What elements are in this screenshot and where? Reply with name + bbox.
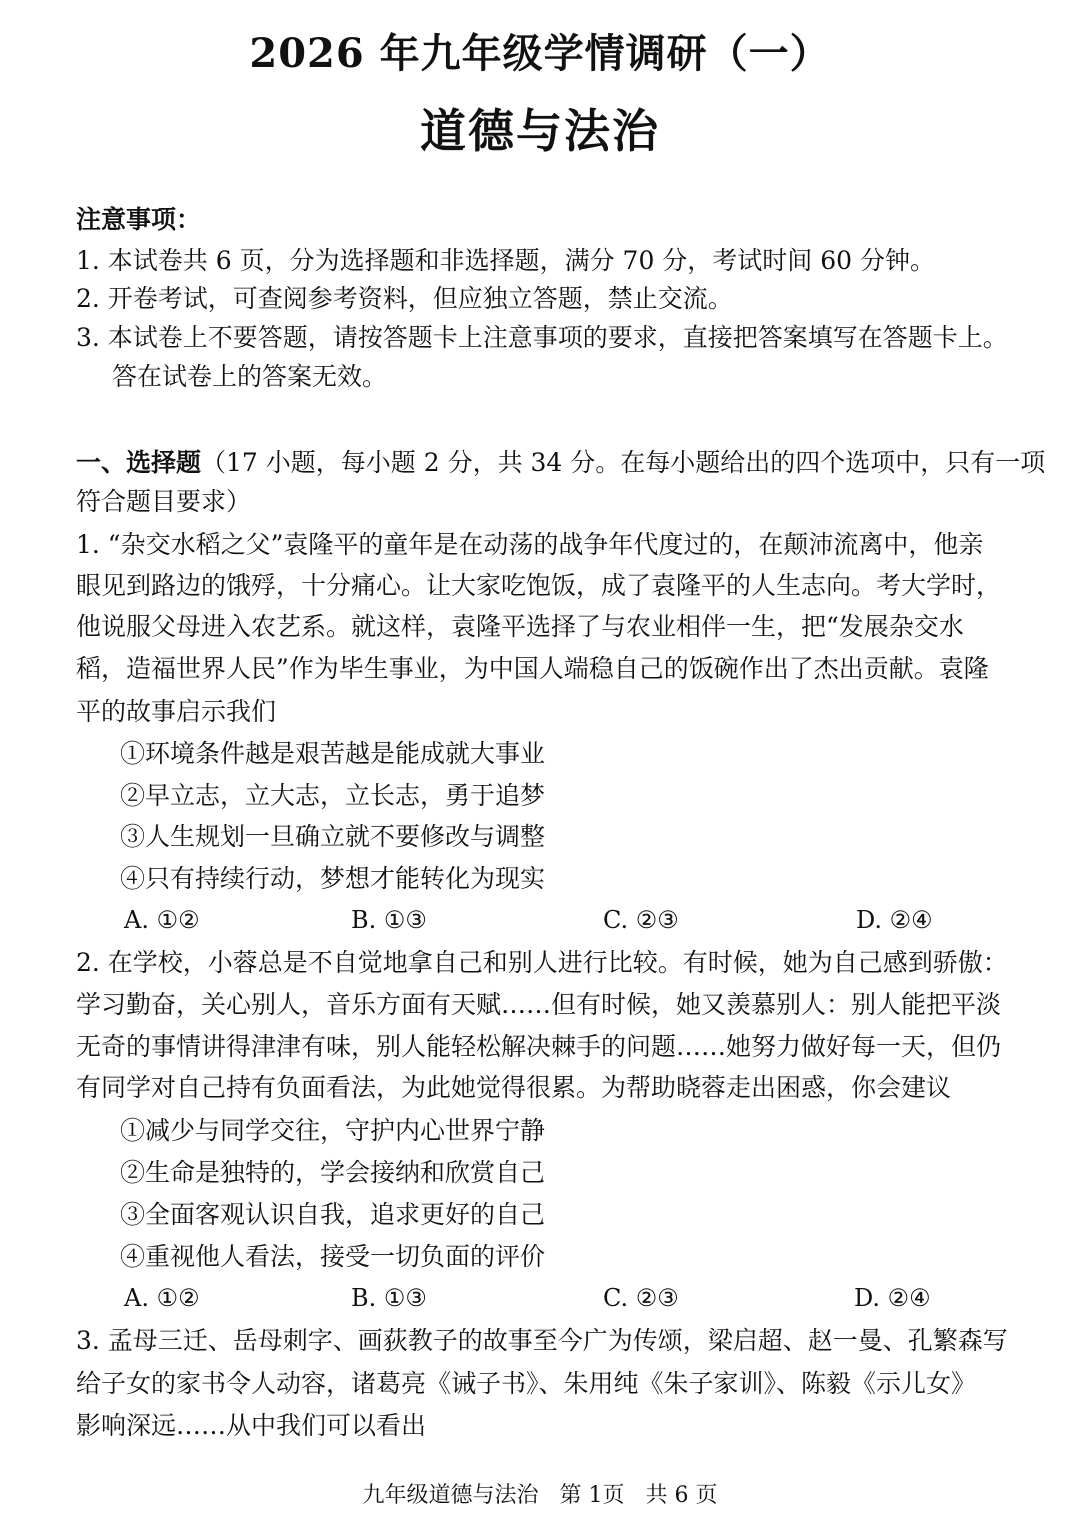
question-3-stem-line: 3. 孟母三迁、岳母刺字、画荻教子的故事至今广为传颂，梁启超、赵一曼、孔繁森写 [76, 1326, 1008, 1355]
question-2-item-1: ①减少与同学交往，守护内心世界宁静 [120, 1116, 546, 1145]
subject-title: 道德与法治 [420, 104, 660, 158]
page-footer: 九年级道德与法治 第 1页 共 6 页 [362, 1483, 718, 1508]
notice-line-2: 2. 开卷考试，可查阅参考资料，但应独立答题，禁止交流。 [76, 284, 733, 313]
question-2-stem-line: 无奇的事情讲得津津有味，别人能轻松解决棘手的问题……她努力做好每一天，但仍 [76, 1032, 1002, 1061]
question-1-item-1: ①环境条件越是艰苦越是能成就大事业 [120, 739, 546, 768]
question-2-stem-line: 有同学对自己持有负面看法，为此她觉得很累。为帮助晓蓉走出困惑，你会建议 [76, 1073, 952, 1102]
option-c[interactable]: C. ②③ [603, 1284, 679, 1312]
option-a[interactable]: A. ①② [124, 906, 200, 934]
question-1-stem-line: 1. “杂交水稻之父”袁隆平的童年是在动荡的战争年代度过的，在颠沛流离中，他亲 [76, 530, 984, 559]
question-2-stem-line: 学习勤奋，关心别人，音乐方面有天赋……但有时候，她又羡慕别人：别人能把平淡 [76, 990, 1002, 1019]
question-1-stem-line: 平的故事启示我们 [76, 697, 277, 726]
question-1-item-2: ②早立志，立大志，立长志，勇于追梦 [120, 781, 546, 810]
option-a[interactable]: A. ①② [124, 1284, 200, 1312]
notice-line-4: 答在试卷上的答案无效。 [112, 362, 388, 391]
section-desc-line2: 符合题目要求） [76, 487, 252, 516]
question-3-stem-line: 影响深远……从中我们可以看出 [76, 1411, 427, 1440]
question-2-item-3: ③全面客观认识自我，追求更好的自己 [120, 1200, 546, 1229]
question-2-stem-line: 2. 在学校，小蓉总是不自觉地拿自己和别人进行比较。有时候，她为自己感到骄傲： [76, 948, 1008, 977]
question-1-options [124, 906, 1024, 938]
notice-line-3: 3. 本试卷上不要答题，请按答题卡上注意事项的要求，直接把答案填写在答题卡上。 [76, 323, 1008, 352]
option-b[interactable]: B. ①③ [351, 906, 427, 934]
question-2-item-2: ②生命是独特的，学会接纳和欣赏自己 [120, 1158, 546, 1187]
option-d[interactable]: D. ②④ [854, 1284, 931, 1312]
notice-line-1: 1. 本试卷共 6 页，分为选择题和非选择题，满分 70 分，考试时间 60 分钟。 [76, 246, 936, 275]
question-1-item-3: ③人生规划一旦确立就不要修改与调整 [120, 822, 546, 851]
section-heading [76, 448, 1046, 478]
question-1-stem-line: 眼见到路边的饿殍，十分痛心。让大家吃饱饭，成了袁隆平的人生志向。考大学时， [76, 571, 1002, 600]
question-1-item-4: ④只有持续行动，梦想才能转化为现实 [120, 864, 546, 893]
question-1-stem-line: 他说服父母进入农艺系。就这样，袁隆平选择了与农业相伴一生，把“发展杂交水 [76, 612, 964, 641]
option-c[interactable]: C. ②③ [603, 906, 679, 934]
question-3-stem-line: 给子女的家书令人动容，诸葛亮《诫子书》、朱用纯《朱子家训》、陈毅《示儿女》 [76, 1369, 977, 1398]
option-b[interactable]: B. ①③ [351, 1284, 427, 1312]
question-2-options [124, 1284, 1024, 1316]
exam-title: 2026 年九年级学情调研（一） [249, 30, 831, 77]
question-2-item-4: ④重视他人看法，接受一切负面的评价 [120, 1242, 546, 1271]
section-desc: （17 小题，每小题 2 分，共 34 分。在每小题给出的四个选项中，只有一项 [201, 448, 1046, 477]
option-d[interactable]: D. ②④ [856, 906, 933, 934]
question-1-stem-line: 稻，造福世界人民”作为毕生事业，为中国人端稳自己的饭碗作出了杰出贡献。袁隆 [76, 654, 989, 683]
notice-heading: 注意事项： [76, 205, 202, 234]
section-label: 一、选择题 [76, 448, 202, 477]
